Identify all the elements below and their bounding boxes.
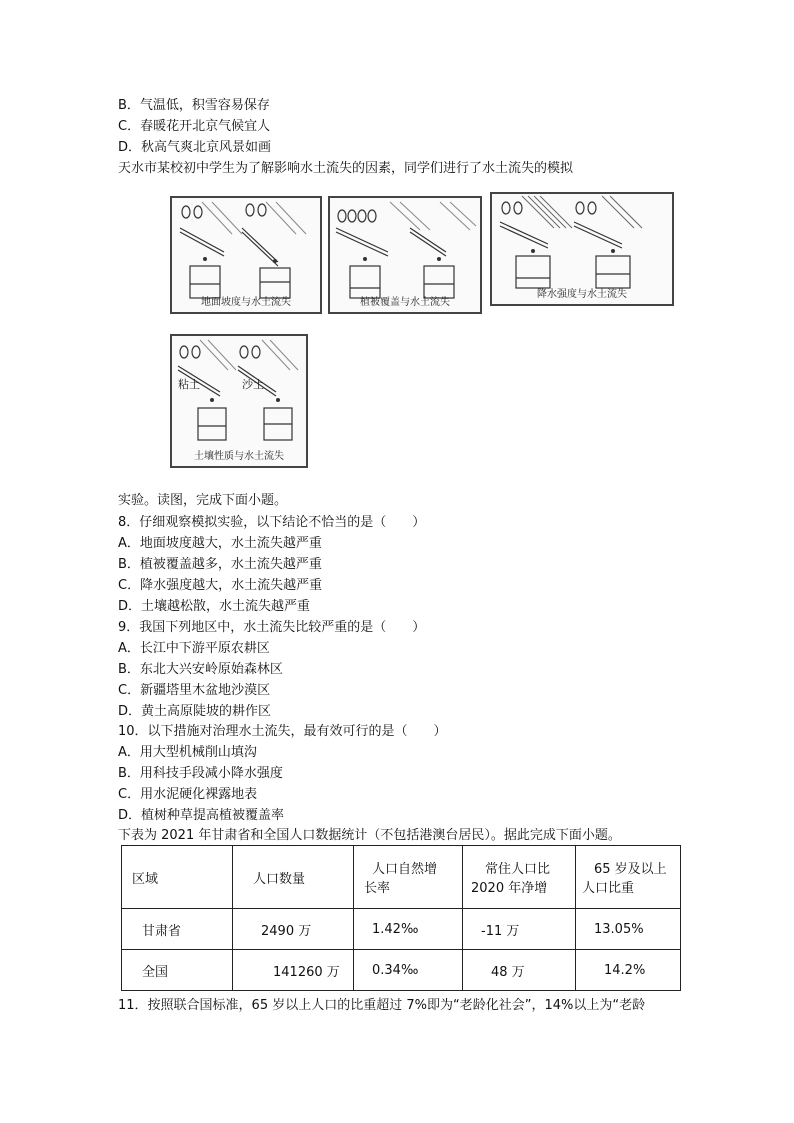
q9-option-c: C．新疆塔里木盆地沙漠区 <box>118 683 271 698</box>
table-intro: 下表为 2021 年甘肃省和全国人口数据统计（不包括港澳台居民）。据此完成下面小题。 <box>118 828 621 843</box>
q8-option-d: D．土壤越松散，水土流失越严重 <box>118 599 311 614</box>
header-growth-rate: 人口自然增 长率 <box>354 846 463 909</box>
label-sand: 沙土 <box>242 378 264 391</box>
header-net-increase: 常住人口比 2020 年净增 <box>463 846 576 909</box>
experiment-figure <box>118 184 674 484</box>
q9-option-a: A．长江中下游平原农耕区 <box>118 641 270 656</box>
intro-continuation: 实验。读图，完成下面小题。 <box>118 493 288 508</box>
caption-vegetation: 植被覆盖与水土流失 <box>360 297 450 308</box>
question-10: 10．以下措施对治理水土流失，最有效可行的是（ ） <box>118 724 447 739</box>
cell-aged-ratio: 14.2% <box>576 950 681 991</box>
header-population: 人口数量 <box>233 846 354 909</box>
table-header-row <box>122 846 681 909</box>
q10-option-d: D．植树种草提高植被覆盖率 <box>118 808 285 823</box>
cell-net-increase: 48 万 <box>463 950 576 991</box>
header-region: 区域 <box>122 846 233 909</box>
cell-growth-rate: 0.34‰ <box>354 950 463 991</box>
option-c-line: C．春暖花开北京气候宜人 <box>118 119 271 134</box>
cell-net-increase: -11 万 <box>463 909 576 950</box>
cell-population: 141260 万 <box>233 950 354 991</box>
q10-option-b: B．用科技手段减小降水强度 <box>118 766 283 781</box>
q10-option-a: A．用大型机械削山填沟 <box>118 745 257 760</box>
cell-region: 全国 <box>122 950 233 991</box>
caption-rainfall: 降水强度与水土流失 <box>537 289 627 300</box>
label-clay: 粘土 <box>178 378 200 391</box>
caption-slope: 地面坡度与水土流失 <box>201 297 291 308</box>
table-row <box>122 909 681 950</box>
q8-option-c: C．降水强度越大，水土流失越严重 <box>118 578 323 593</box>
q8-option-a: A．地面坡度越大，水土流失越严重 <box>118 536 322 551</box>
caption-soil: 土壤性质与水土流失 <box>194 451 284 462</box>
cell-aged-ratio: 13.05% <box>576 909 681 950</box>
q8-option-b: B．植被覆盖越多，水土流失越严重 <box>118 557 322 572</box>
q10-option-c: C．用水泥硬化裸露地表 <box>118 787 258 802</box>
q9-option-d: D．黄土高原陡坡的耕作区 <box>118 704 272 719</box>
header-aged-ratio: 65 岁及以上 人口比重 <box>576 846 681 909</box>
table-row <box>122 950 681 991</box>
question-11: 11．按照联合国标准，65 岁以上人口的比重超过 7%即为“老龄化社会”，14%以上为“老龄 <box>118 998 646 1013</box>
question-8: 8．仔细观察模拟实验，以下结论不恰当的是（ ） <box>118 515 426 530</box>
panel-soil <box>170 334 308 468</box>
panel-vegetation <box>328 196 482 314</box>
population-table <box>121 845 681 991</box>
cell-growth-rate: 1.42‰ <box>354 909 463 950</box>
cell-region: 甘肃省 <box>122 909 233 950</box>
q9-option-b: B．东北大兴安岭原始森林区 <box>118 662 283 677</box>
option-b-line: B．气温低，积雪容易保存 <box>118 98 270 113</box>
panel-rainfall <box>490 192 674 306</box>
intro-line: 天水市某校初中学生为了解影响水土流失的因素，同学们进行了水土流失的模拟 <box>118 161 574 176</box>
cell-population: 2490 万 <box>233 909 354 950</box>
panel-slope <box>170 196 322 314</box>
question-9: 9．我国下列地区中，水土流失比较严重的是（ ） <box>118 620 426 635</box>
option-d-line: D．秋高气爽北京风景如画 <box>118 140 272 155</box>
